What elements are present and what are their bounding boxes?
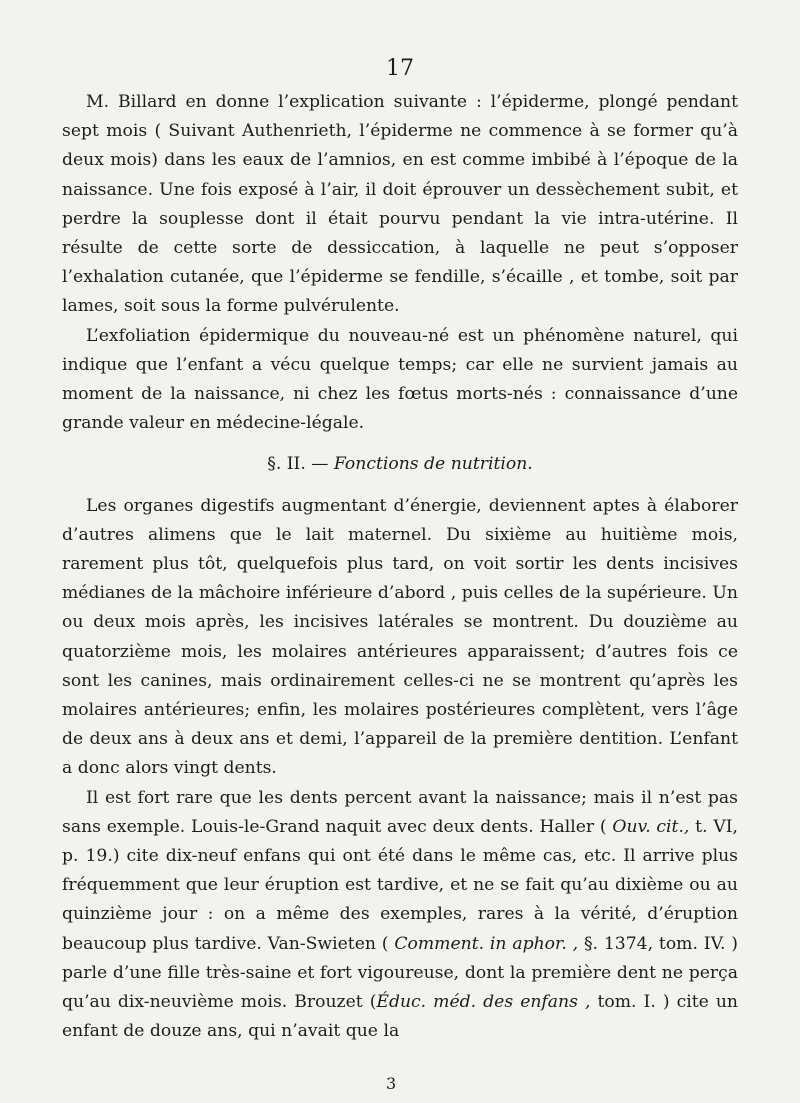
paragraph-epiderme: M. Billard en donne l’explication suivante : l’épiderme, plongé pendant sept mois ( Suivant Authenrieth, l’épiderme ne commence à se former qu’à deux mois) dans les eaux de l’amnios, en est comme imbibé à l’époque de la naissance. Une fois exposé à l’air, il doit éprouver un dessèchement subit, et perdre la souplesse dont il était pourvu pendant la vie intra-utérine. Il résulte de cette sorte de dessiccation, à laquelle ne peut s’opposer l’exhalation cutanée, que l’épiderme se fendille, s’écaille , et tombe, soit par lames, soit sous la forme pulvérulente.	[62, 92, 738, 317]
paragraph-exfoliation: L’exfoliation épidermique du nouveau-né est un phénomène naturel, qui indique que l’enfant a vécu quelque temps; car elle ne survient jamais au moment de la naissance, ni chez les fœtus morts-nés : connaissance d’une grande valeur en médecine-légale.	[62, 325, 738, 434]
page-body	[62, 88, 738, 1047]
eruption-text-4: tom. I. ) cite un enfant de douze ans, qui n’avait que la	[62, 992, 738, 1042]
signature-mark: 3	[386, 1074, 397, 1093]
page-number: 17	[386, 56, 414, 81]
eruption-text-3: §. 1374, tom. IV. ) parle d’une fille très-saine et fort vigoureuse, dont la première dent ne perça qu’au dix-neuvième mois. Brouzet (	[62, 933, 738, 1013]
eruption-text-2: t. VI, p. 19.) cite dix-neuf enfans qui ont été dans le même cas, etc. Il arrive plus fréquemment que leur éruption est tardive, et ne se fait qu’au dixième ou au quinzième jour : on a même des exemples, rares à la vérité, d’éruption beaucoup plus tardive. Van-Swieten (	[62, 816, 738, 954]
section-heading	[62, 450, 738, 479]
citation-haller: Ouv. cit.,	[612, 816, 690, 837]
eruption-text-1: Il est fort rare que les dents percent avant la naissance; mais il n’est pas sans exemple. Louis-le-Grand naquit avec deux dents. Haller (	[62, 787, 738, 837]
paragraph-dentition: Les organes digestifs augmentant d’énergie, deviennent aptes à élaborer d’autres alimens que le lait maternel. Du sixième au huitième mois, rarement plus tôt, quelquefois plus tard, on voit sortir les dents incisives médianes de la mâchoire inférieure d’abord , puis celles de la supérieure. Un ou deux mois après, les incisives latérales se montrent. Du douzième au quatorzième mois, les molaires antérieures apparaissent; d’autres fois ce sont les canines, mais ordinairement celles-ci ne se montrent qu’après les molaires antérieures; enfin, les molaires postérieures complètent, vers l’âge de deux ans à deux ans et demi, l’appareil de la première dentition. L’enfant a donc alors vingt dents.	[62, 495, 738, 779]
section-prefix: §. II. —	[267, 454, 334, 475]
citation-van-swieten: Comment. in aphor. ,	[394, 933, 579, 954]
citation-brouzet: Éduc. méd. des enfans ,	[376, 992, 591, 1013]
section-title: Fonctions de nutrition.	[333, 454, 533, 475]
paragraph-eruption	[62, 784, 738, 1047]
